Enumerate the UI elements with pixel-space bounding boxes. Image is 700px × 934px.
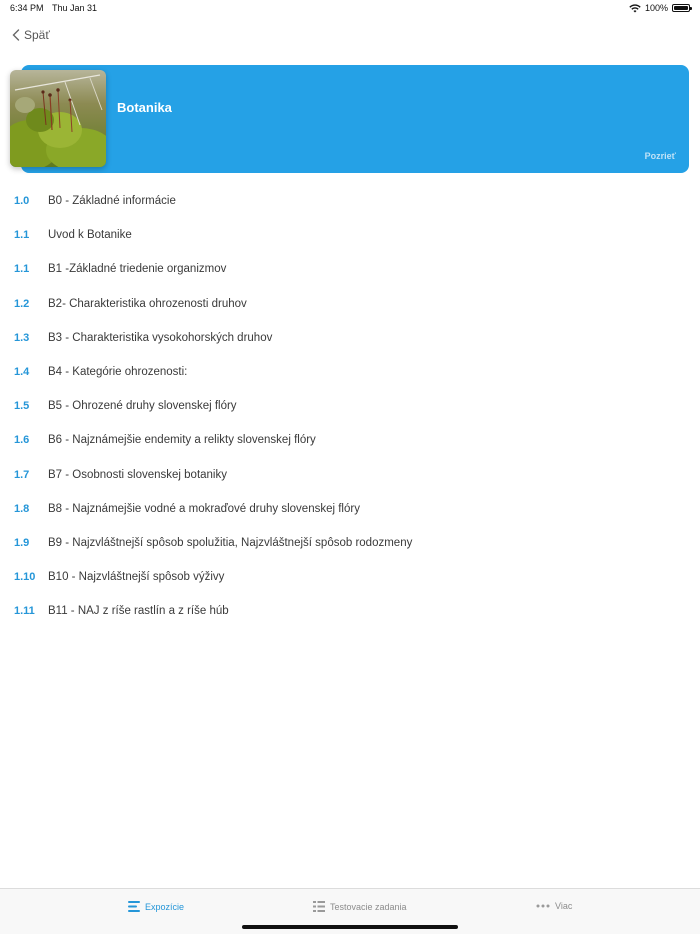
item-number: 1.9 [14,536,30,549]
item-label: B6 - Najznámejšie endemity a relikty slovenskej flóry [48,434,316,447]
item-label: B4 - Kategórie ohrozenosti: [48,366,188,379]
item-number: 1.4 [14,366,30,379]
list-item[interactable] [0,423,700,457]
item-label: B3 - Charakteristika vysokohorských druhov [48,331,273,344]
item-number: 1.2 [14,297,30,310]
tab-label: Viac [555,901,573,911]
item-number: 1.3 [14,331,30,344]
item-label: B7 - Osobnosti slovenskej botaniky [48,468,227,481]
back-button[interactable] [12,28,50,42]
item-label: B0 - Základné informácie [48,195,176,208]
view-link[interactable]: Pozrieť [644,151,676,161]
list-item[interactable] [0,458,700,492]
item-number: 1.11 [14,605,35,618]
item-label: Uvod k Botanike [48,229,132,242]
item-label: B9 - Najzvláštnejší spôsob spolužitia, Najzvláštnejší spôsob rodozmeny [48,536,413,549]
more-dots-icon [536,904,550,908]
item-label: B5 - Ohrozené druhy slovenskej flóry [48,400,237,413]
hero-thumbnail [10,70,106,167]
status-date: Thu Jan 31 [52,3,98,13]
list-icon [128,901,140,912]
item-number: 1.1 [14,229,30,242]
wifi-icon [629,4,641,13]
chapter-list [0,184,700,628]
tab-expozicie[interactable] [128,901,184,912]
tab-label: Expozície [145,901,185,912]
list-item[interactable] [0,526,700,560]
status-bar [0,0,700,18]
item-number: 1.10 [14,571,36,584]
item-number: 1.5 [14,400,30,413]
item-label: B11 - NAJ z ríše rastlín a z ríše húb [48,605,229,618]
back-label: Späť [24,28,50,42]
hero-card[interactable] [21,65,689,173]
tab-label: Testovacie zadania [330,901,407,912]
item-label: B2- Charakteristika ohrozenosti druhov [48,297,247,310]
item-number: 1.0 [14,195,30,208]
battery-percent: 100% [644,3,668,13]
item-number: 1.6 [14,434,30,447]
item-label: B10 - Najzvláštnejší spôsob výživy [48,571,225,584]
item-number: 1.8 [14,502,30,515]
tab-testovacie-zadania[interactable] [313,901,407,912]
list-item[interactable] [0,218,700,252]
status-indicators [629,3,690,13]
status-time: 6:34 PM [10,3,44,13]
chevron-left-icon [12,29,20,41]
hero-title: Botanika [117,100,172,115]
item-label: B8 - Najznámejšie vodné a mokraďové druhy slovenskej flóry [48,502,360,515]
battery-icon [672,4,690,12]
list-item[interactable] [0,287,700,321]
home-indicator [242,925,458,929]
item-number: 1.7 [14,468,30,481]
item-number: 1.1 [14,263,30,276]
list-item[interactable] [0,321,700,355]
checklist-icon [313,901,325,912]
list-item[interactable] [0,389,700,423]
list-item[interactable] [0,594,700,628]
item-label: B1 -Základné triedenie organizmov [48,263,227,276]
tab-viac[interactable] [536,901,572,911]
list-item[interactable] [0,252,700,286]
list-item[interactable] [0,492,700,526]
list-item[interactable] [0,184,700,218]
moss-image [10,70,106,167]
list-item[interactable] [0,355,700,389]
list-item[interactable] [0,560,700,594]
